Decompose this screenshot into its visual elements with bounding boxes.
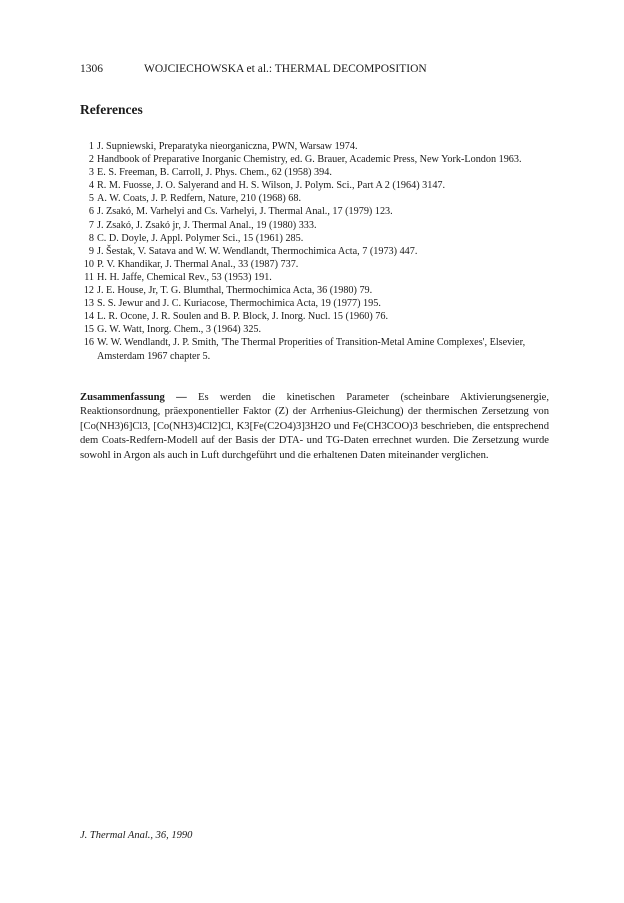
- reference-number: 14: [83, 311, 94, 323]
- reference-number: 11: [84, 271, 94, 283]
- reference-item: [80, 284, 550, 297]
- reference-number: 4: [88, 180, 94, 192]
- reference-text: R. M. Fuosse, J. O. Salyerand and H. S. Wilson, J. Polym. Sci., Part A 2 (1964) 3147.: [97, 180, 446, 192]
- reference-item: [80, 336, 550, 362]
- reference-text: H. H. Jaffe, Chemical Rev., 53 (1953) 191.: [97, 271, 272, 283]
- reference-text: Handbook of Preparative Inorganic Chemistry, ed. G. Brauer, Academic Press, New York-London 1963.: [97, 154, 522, 166]
- zusammenfassung-paragraph: [80, 391, 549, 463]
- reference-text: C. D. Doyle, J. Appl. Polymer Sci., 15 (1961) 285.: [97, 232, 304, 244]
- reference-item: [80, 140, 550, 153]
- reference-text: J. Zsakó, J. Zsakó jr, J. Thermal Anal., 19 (1980) 333.: [97, 219, 317, 231]
- reference-text: W. W. Wendlandt, J. P. Smith, 'The Thermal Properities of Transition-Metal Amine Complexes', Elsevier, Amsterdam 1967 chapter 5.: [97, 337, 526, 362]
- reference-number: 8: [88, 232, 94, 244]
- reference-item: [80, 297, 550, 310]
- reference-text: J. Šestak, V. Satava and W. W. Wendlandt, Thermochimica Acta, 7 (1973) 447.: [97, 245, 418, 257]
- page-number: 1306: [80, 63, 103, 75]
- reference-number: 1: [88, 141, 94, 152]
- reference-item: [80, 205, 550, 218]
- zusammenfassung-label: Zusammenfassung —: [80, 392, 187, 403]
- running-header: [80, 62, 550, 76]
- reference-text: S. S. Jewur and J. C. Kuriacose, Thermochimica Acta, 19 (1977) 195.: [97, 298, 381, 310]
- reference-text: L. R. Ocone, J. R. Soulen and B. P. Block, J. Inorg. Nucl. 15 (1960) 76.: [97, 311, 388, 323]
- zusammenfassung-text: Es werden die kinetischen Parameter (scheinbare Aktivierungsenergie, Reaktionsordnung, präexponentieller Faktor (Z) der Arrhenius-Gleichung) der thermischen Zersetzung von [Co(NH3)6]Cl3, [Co(NH3)4Cl2]Cl, K3[Fe(C2O4)3]3H2O und Fe(CH3COO)3 beschrieben, die entsprechend dem Coats-Redfern-Modell auf der Basis der DTA- und TG-Daten errechnet wurden. Die Zersetzung wurde sowohl in Argon als auch in Luft durchgeführt und die erhaltenen Daten miteinander verglichen.: [80, 392, 550, 461]
- reference-number: 9: [88, 245, 94, 257]
- reference-text: G. W. Watt, Inorg. Chem., 3 (1964) 325.: [97, 324, 262, 336]
- reference-text: P. V. Khandikar, J. Thermal Anal., 33 (1987) 737.: [97, 258, 299, 270]
- reference-number: 5: [88, 193, 94, 205]
- reference-text: A. W. Coats, J. P. Redfern, Nature, 210 (1968) 68.: [97, 193, 302, 205]
- reference-text: J. E. House, Jr, T. G. Blumthal, Thermochimica Acta, 36 (1980) 79.: [97, 285, 373, 297]
- reference-number: 2: [88, 154, 94, 166]
- references-heading: References: [80, 102, 143, 117]
- reference-text: J. Supniewski, Preparatyka nieorganiczna, PWN, Warsaw 1974.: [97, 141, 358, 152]
- reference-number: 13: [83, 298, 94, 310]
- reference-number: 12: [83, 285, 94, 297]
- reference-number: 10: [83, 258, 94, 270]
- reference-item: [80, 192, 550, 205]
- reference-item: [80, 153, 550, 166]
- reference-item: [80, 166, 550, 179]
- reference-item: [80, 258, 550, 271]
- reference-number: 3: [88, 167, 94, 179]
- reference-text: E. S. Freeman, B. Carroll, J. Phys. Chem., 62 (1958) 394.: [97, 167, 332, 179]
- reference-item: [80, 219, 550, 232]
- reference-number: 16: [83, 337, 94, 349]
- reference-number: 15: [83, 324, 94, 336]
- reference-item: [80, 245, 550, 258]
- reference-text: J. Zsakó, M. Varhelyi and Cs. Varhelyi, J. Thermal Anal., 17 (1979) 123.: [97, 206, 393, 218]
- journal-footer: J. Thermal Anal., 36, 1990: [80, 830, 193, 841]
- reference-list: [80, 140, 550, 363]
- reference-number: 6: [88, 206, 94, 218]
- reference-item: [80, 323, 550, 336]
- reference-item: [80, 310, 550, 323]
- reference-item: [80, 232, 550, 245]
- reference-item: [80, 271, 550, 284]
- reference-number: 7: [88, 219, 94, 231]
- reference-item: [80, 179, 550, 192]
- running-title: WOJCIECHOWSKA et al.: THERMAL DECOMPOSITION: [144, 63, 427, 75]
